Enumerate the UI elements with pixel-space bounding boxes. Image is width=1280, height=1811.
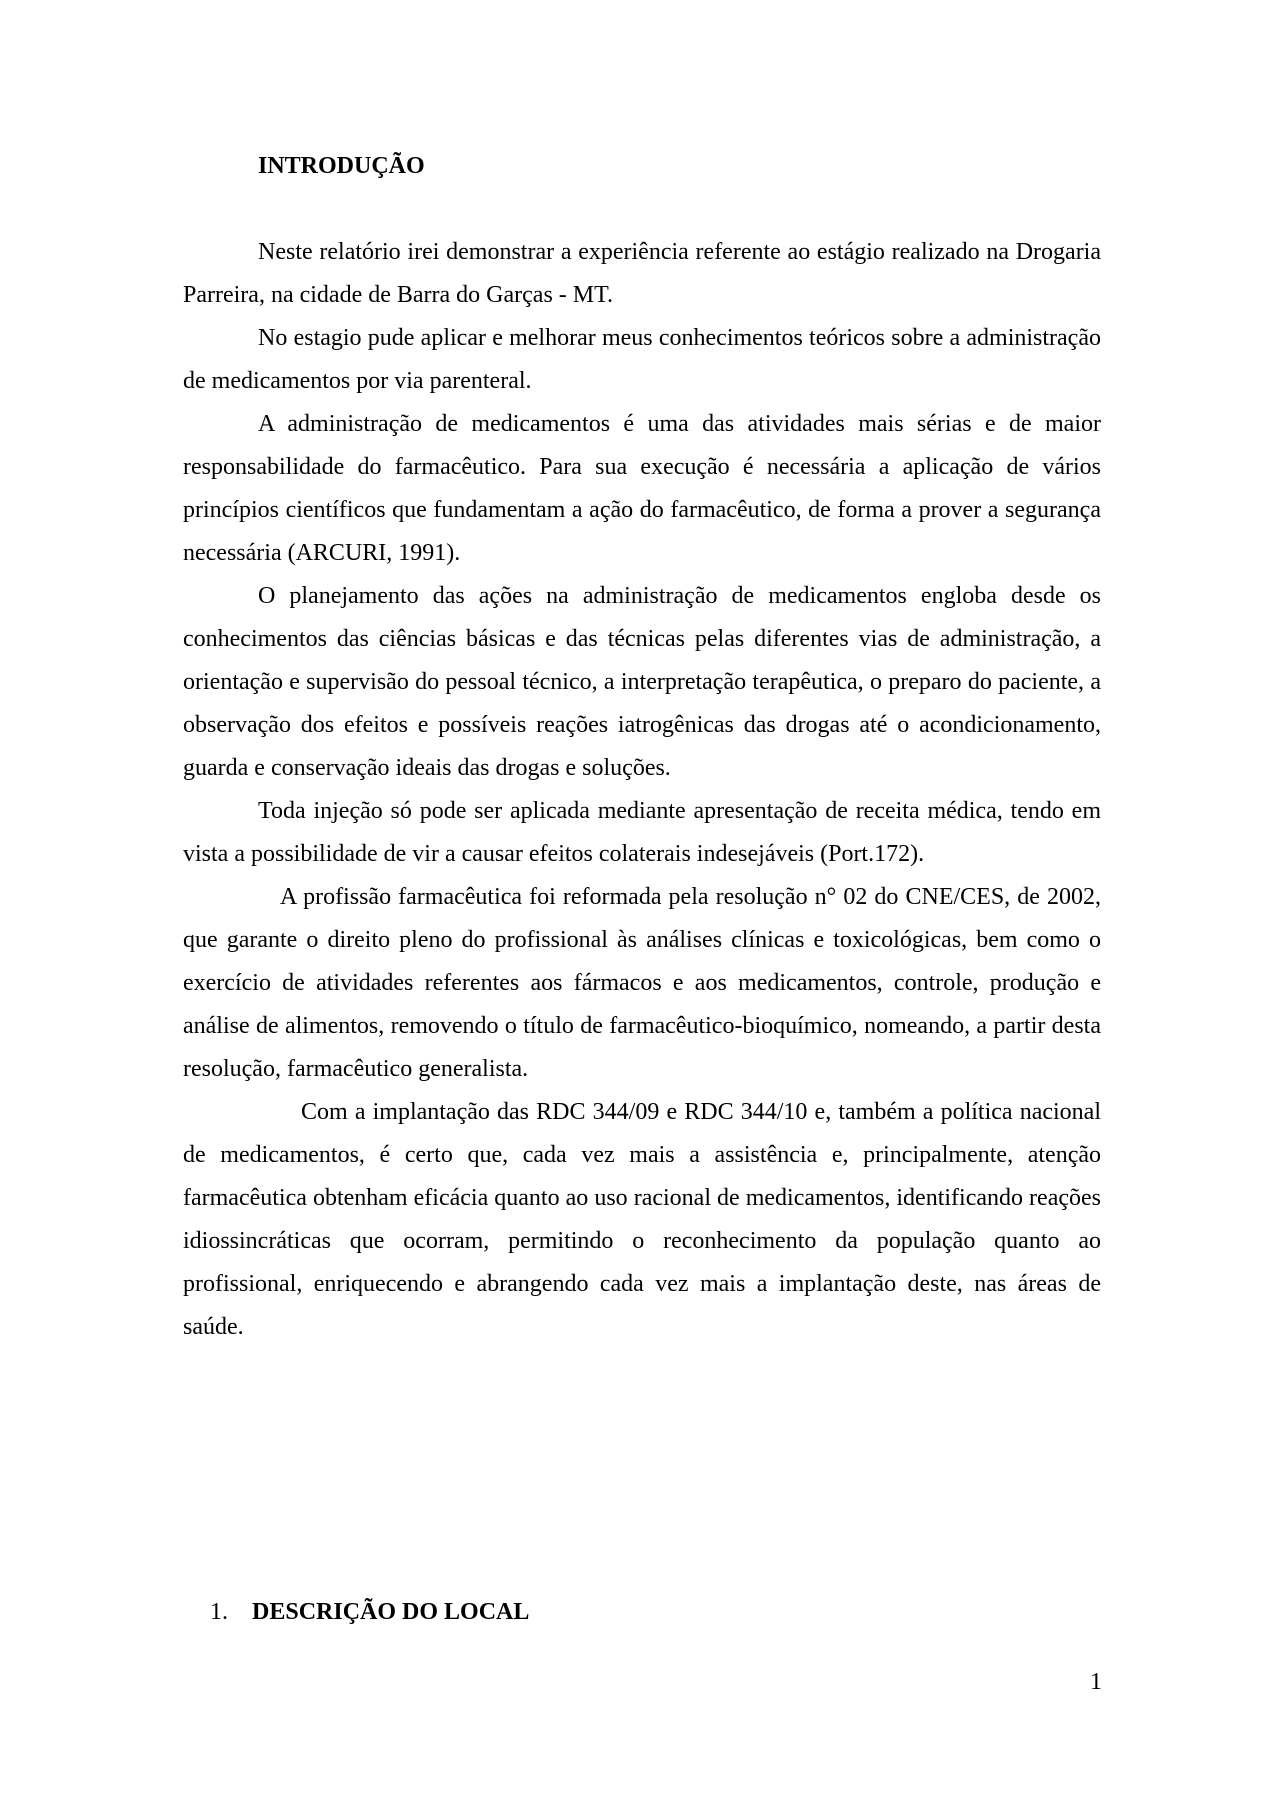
paragraph-4: O planejamento das ações na administração de medicamentos engloba desde os conhecimentos das ciências básicas e das técnicas pelas diferentes vias de administração, a orientação e supervisão do pessoal técnico, a interpretação terapêutica, o preparo do paciente, a observação dos efeitos e possíveis reações iatrogênicas das drogas até o acondicionamento, guarda e conservação ideais das drogas e soluções.	[183, 583, 1101, 781]
section-number: 1.	[210, 1599, 228, 1625]
paragraph-5: Toda injeção só pode ser aplicada mediante apresentação de receita médica, tendo em vista a possibilidade de vir a causar efeitos colaterais indesejáveis (Port.172).	[183, 798, 1101, 867]
paragraph-3: A administração de medicamentos é uma das atividades mais sérias e de maior responsabilidade do farmacêutico. Para sua execução é necessária a aplicação de vários princípios científicos que fundamentam a ação do farmacêutico, de forma a prover a segurança necessária (ARCURI, 1991).	[183, 411, 1101, 566]
paragraph-7: Com a implantação das RDC 344/09 e RDC 344/10 e, também a política nacional de medicamentos, é certo que, cada vez mais a assistência e, principalmente, atenção farmacêutica obtenham eficácia quanto ao uso racional de medicamentos, identificando reações idiossincráticas que ocorram, permitindo o reconhecimento da população quanto ao profissional, enriquecendo e abrangendo cada vez mais a implantação deste, nas áreas de saúde.	[183, 1099, 1101, 1340]
page-number: 1	[1090, 1669, 1102, 1695]
paragraph-6: A profissão farmacêutica foi reformada pela resolução n° 02 do CNE/CES, de 2002, que garante o direito pleno do profissional às análises clínicas e toxicológicas, bem como o exercício de atividades referentes aos fármacos e aos medicamentos, controle, produção e análise de alimentos, removendo o título de farmacêutico-bioquímico, nomeando, a partir desta resolução, farmacêutico generalista.	[183, 884, 1101, 1082]
paragraph-2: No estagio pude aplicar e melhorar meus conhecimentos teóricos sobre a administração de medicamentos por via parenteral.	[183, 325, 1101, 394]
section-heading-descricao	[210, 1594, 529, 1630]
paragraph-1: Neste relatório irei demonstrar a experiência referente ao estágio realizado na Drogaria Parreira, na cidade de Barra do Garças - MT.	[183, 239, 1101, 308]
section-heading-introducao: INTRODUÇÃO	[258, 153, 425, 179]
introduction-body	[183, 231, 1101, 1349]
section-title: DESCRIÇÃO DO LOCAL	[252, 1599, 530, 1625]
